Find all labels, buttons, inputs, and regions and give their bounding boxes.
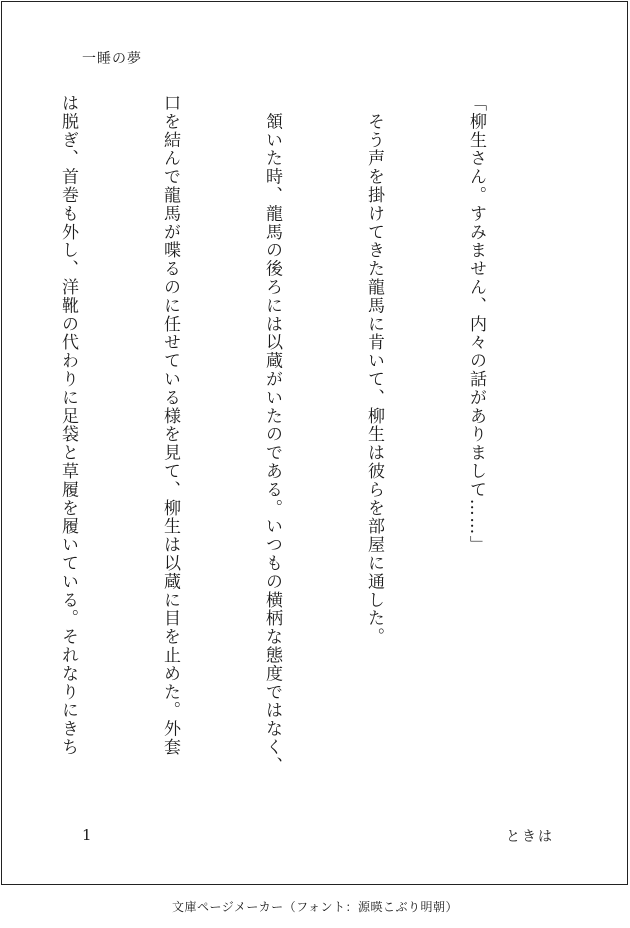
text-line: 頷いた時、龍馬の後ろには以蔵がいたのである。いつもの横柄な態度ではなく、	[262, 94, 282, 775]
text-line: 口を結んで龍馬が喋るのに任せている様を見て、柳生は以蔵に目を止めた。外套	[160, 94, 180, 757]
header-title: 一睡の夢	[82, 51, 142, 67]
page-number: 1	[82, 826, 92, 844]
text-line: 「柳生さん。すみません、内々の話がありまして……」	[466, 94, 486, 554]
footer-caption: 文庫ページメーカー（フォント：源暎こぶり明朝）	[171, 900, 459, 914]
author-name: ときは	[506, 829, 554, 845]
body-text	[58, 94, 561, 794]
text-line: そう声を掛けてきた龍馬に肯いて、柳生は彼らを部屋に通した。	[364, 94, 384, 646]
page-frame	[1, 1, 628, 885]
text-line: は脱ぎ、首巻も外し、洋靴の代わりに足袋と草履を履いている。それなりにきち	[58, 94, 78, 757]
